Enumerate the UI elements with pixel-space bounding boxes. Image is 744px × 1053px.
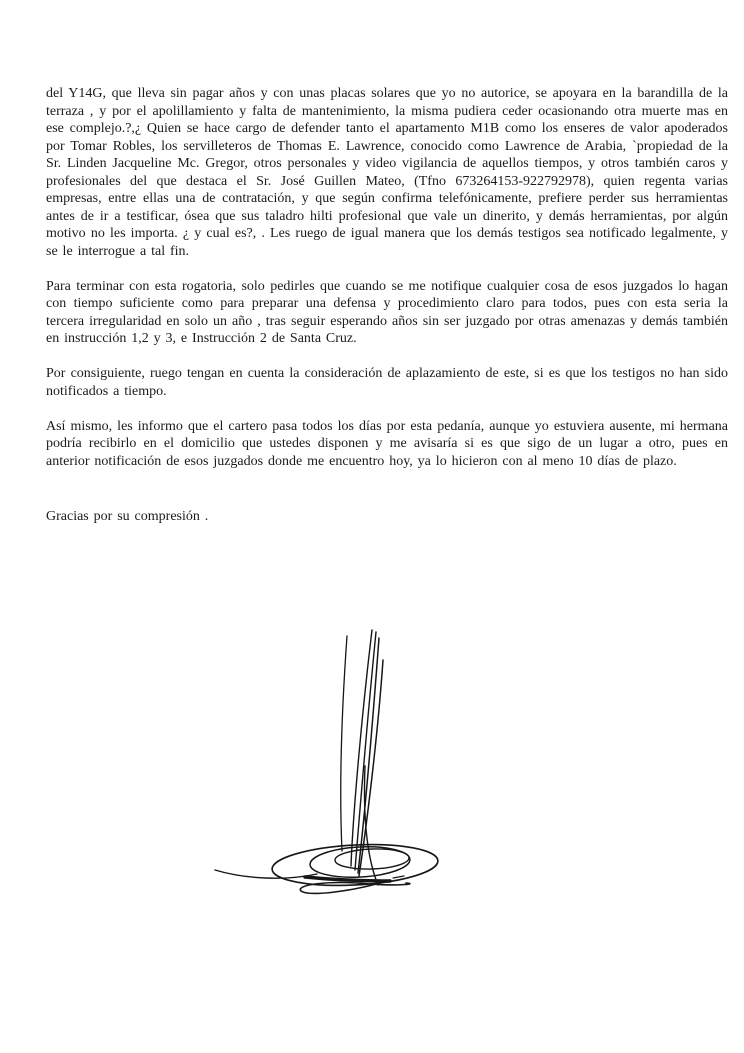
signature-drawing [205,618,450,908]
letter-body [46,85,728,543]
closing-line: Gracias por su compresión . [46,509,209,524]
body-paragraph: Para terminar con esta rogatoria, solo pedirles que cuando se me notifique cualquier cosa de esos juzgados lo hagan con tiempo suficiente como para preparar una defensa y procedimiento claro para todos, pues con esta seria la tercera irregularidad en solo un año , tras seguir esperando años sin ser juzgado por otras amenazas y demás también en instrucción 1,2 y 3, e Instrucción 2 de Santa Cruz. [46,278,728,346]
body-paragraph: Así mismo, les informo que el cartero pasa todos los días por esta pedanía, aunque yo estuviera ausente, mi hermana podría recibirlo en el domicilio que ustedes disponen y me avisaría si es que sigo de un lugar a otro, pues en anterior notificación de esos juzgados donde me encuentro hoy, ya lo hicieron con al meno 10 días de plazo. [46,418,728,469]
signature-scribble [205,618,450,908]
body-paragraph: Por consiguiente, ruego tengan en cuenta la consideración de aplazamiento de este, si es que los testigos no han sido notificados a tiempo. [46,366,728,399]
body-paragraph: del Y14G, que lleva sin pagar años y con unas placas solares que yo no autorice, se apoyara en la barandilla de la terraza , y por el apolillamiento y falta de mantenimiento, la misma pudiera ceder ocasionando otra muerte mas en ese complejo.?,¿ Quien se hace cargo de defender tanto el apartamento M1B como los enseres de valor apoderados por Tomar Robles, los servilleteros de Thomas E. Lawrence, conocido como Lawrence de Arabia, `propiedad de la Sr. Linden Jacqueline Mc. Gregor, otros personales y video vigilancia de aquellos tiempos, y otros también caros y profesionales del que destaca el Sr. José Guillen Mateo, (Tfno 673264153-922792978), quien regenta varias empresas, entre ellas una de contratación, y que según confirma telefónicamente, prefiere perder sus herramientas antes de ir a testificar, ósea que sus taladro hilti profesional que vale un dinerito, y demás herramientas, por algún motivo no les importa. ¿ y cual es?, . Les ruego de igual manera que los demás testigos sea notificado legalmente, y se le interrogue a tal fin. [46,86,728,259]
